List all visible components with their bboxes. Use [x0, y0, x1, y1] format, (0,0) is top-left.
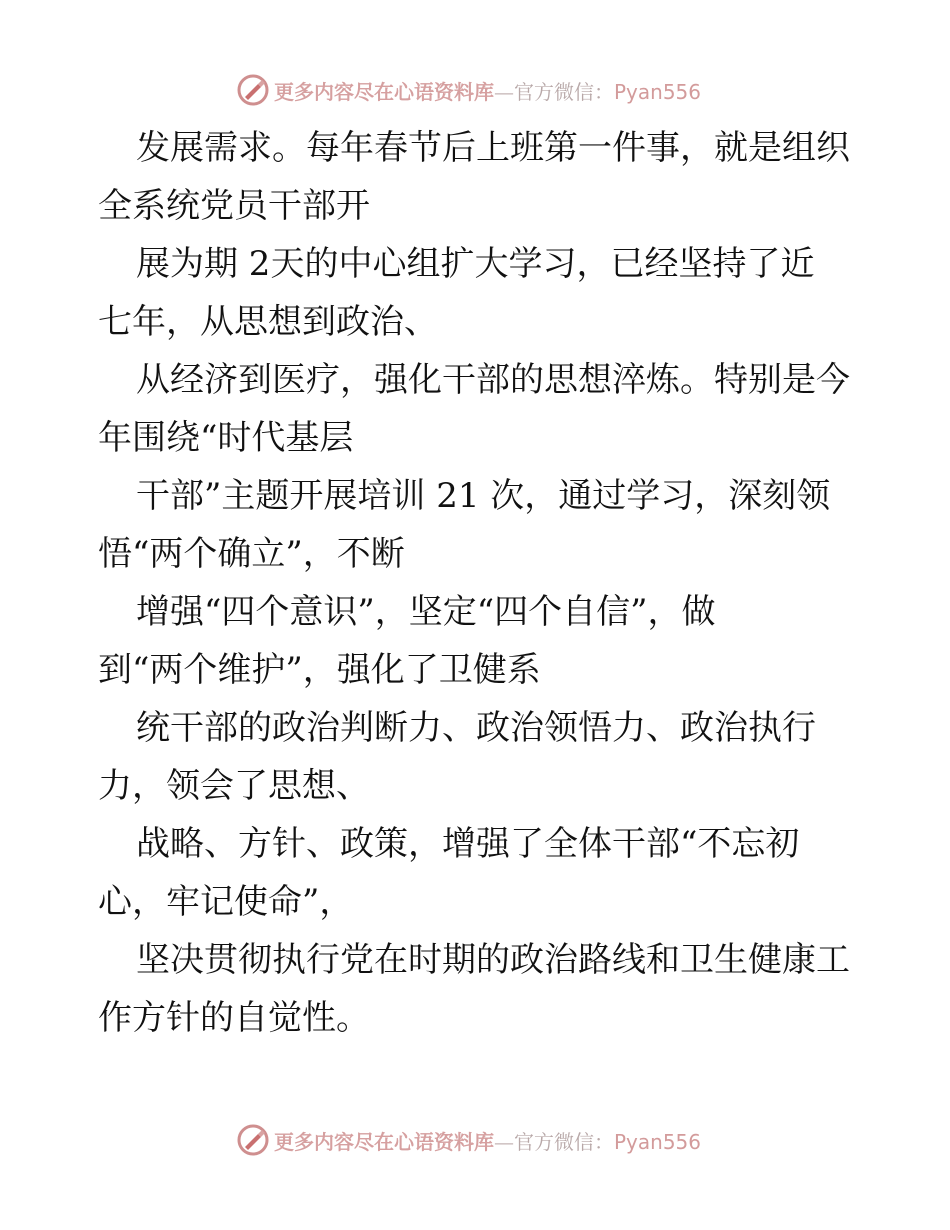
- body-line: 年围绕“时代基层: [98, 418, 354, 458]
- header-watermark: [236, 72, 716, 108]
- body-line: 力，领会了思想、: [98, 766, 370, 806]
- body-line: 展为期 2天的中心组扩大学习，已经坚持了近: [136, 244, 815, 284]
- body-line: 悟“两个确立”，不断: [98, 534, 405, 574]
- watermark-site: 更多内容尽在心语资料库: [274, 79, 494, 104]
- watermark-text: [274, 1126, 701, 1155]
- body-line: 干部”主题开展培训 21 次，通过学习，深刻领: [136, 476, 831, 516]
- watermark-label: 官方微信：: [514, 79, 614, 104]
- watermark-label: 官方微信：: [514, 1129, 614, 1154]
- body-line: 全系统党员干部开: [98, 186, 370, 226]
- body-line: 发展需求。每年春节后上班第一件事，就是组织: [136, 128, 850, 168]
- body-line: 作方针的自觉性。: [98, 998, 370, 1038]
- body-line: 从经济到医疗，强化干部的思想淬炼。特别是今: [136, 360, 850, 400]
- body-line: 战略、方针、政策，增强了全体干部“不忘初: [136, 824, 800, 864]
- body-line: 七年，从思想到政治、: [98, 302, 438, 342]
- body-line: 坚决贯彻执行党在时期的政治路线和卫生健康工: [136, 940, 850, 980]
- footer-watermark: [236, 1122, 716, 1158]
- watermark-separator: —: [494, 1129, 514, 1154]
- watermark-separator: —: [494, 79, 514, 104]
- pen-logo-icon: [236, 1123, 270, 1157]
- body-line: 统干部的政治判断力、政治领悟力、政治执行: [136, 708, 816, 748]
- body-line: 到“两个维护”，强化了卫健系: [98, 650, 541, 690]
- watermark-site: 更多内容尽在心语资料库: [274, 1129, 494, 1154]
- body-line: 增强“四个意识”，坚定“四个自信”，做: [136, 592, 716, 632]
- body-line: 心，牢记使命”，: [98, 882, 354, 922]
- watermark-id: Pyan556: [614, 1129, 702, 1154]
- watermark-id: Pyan556: [614, 79, 702, 104]
- watermark-text: [274, 76, 701, 105]
- pen-logo-icon: [236, 73, 270, 107]
